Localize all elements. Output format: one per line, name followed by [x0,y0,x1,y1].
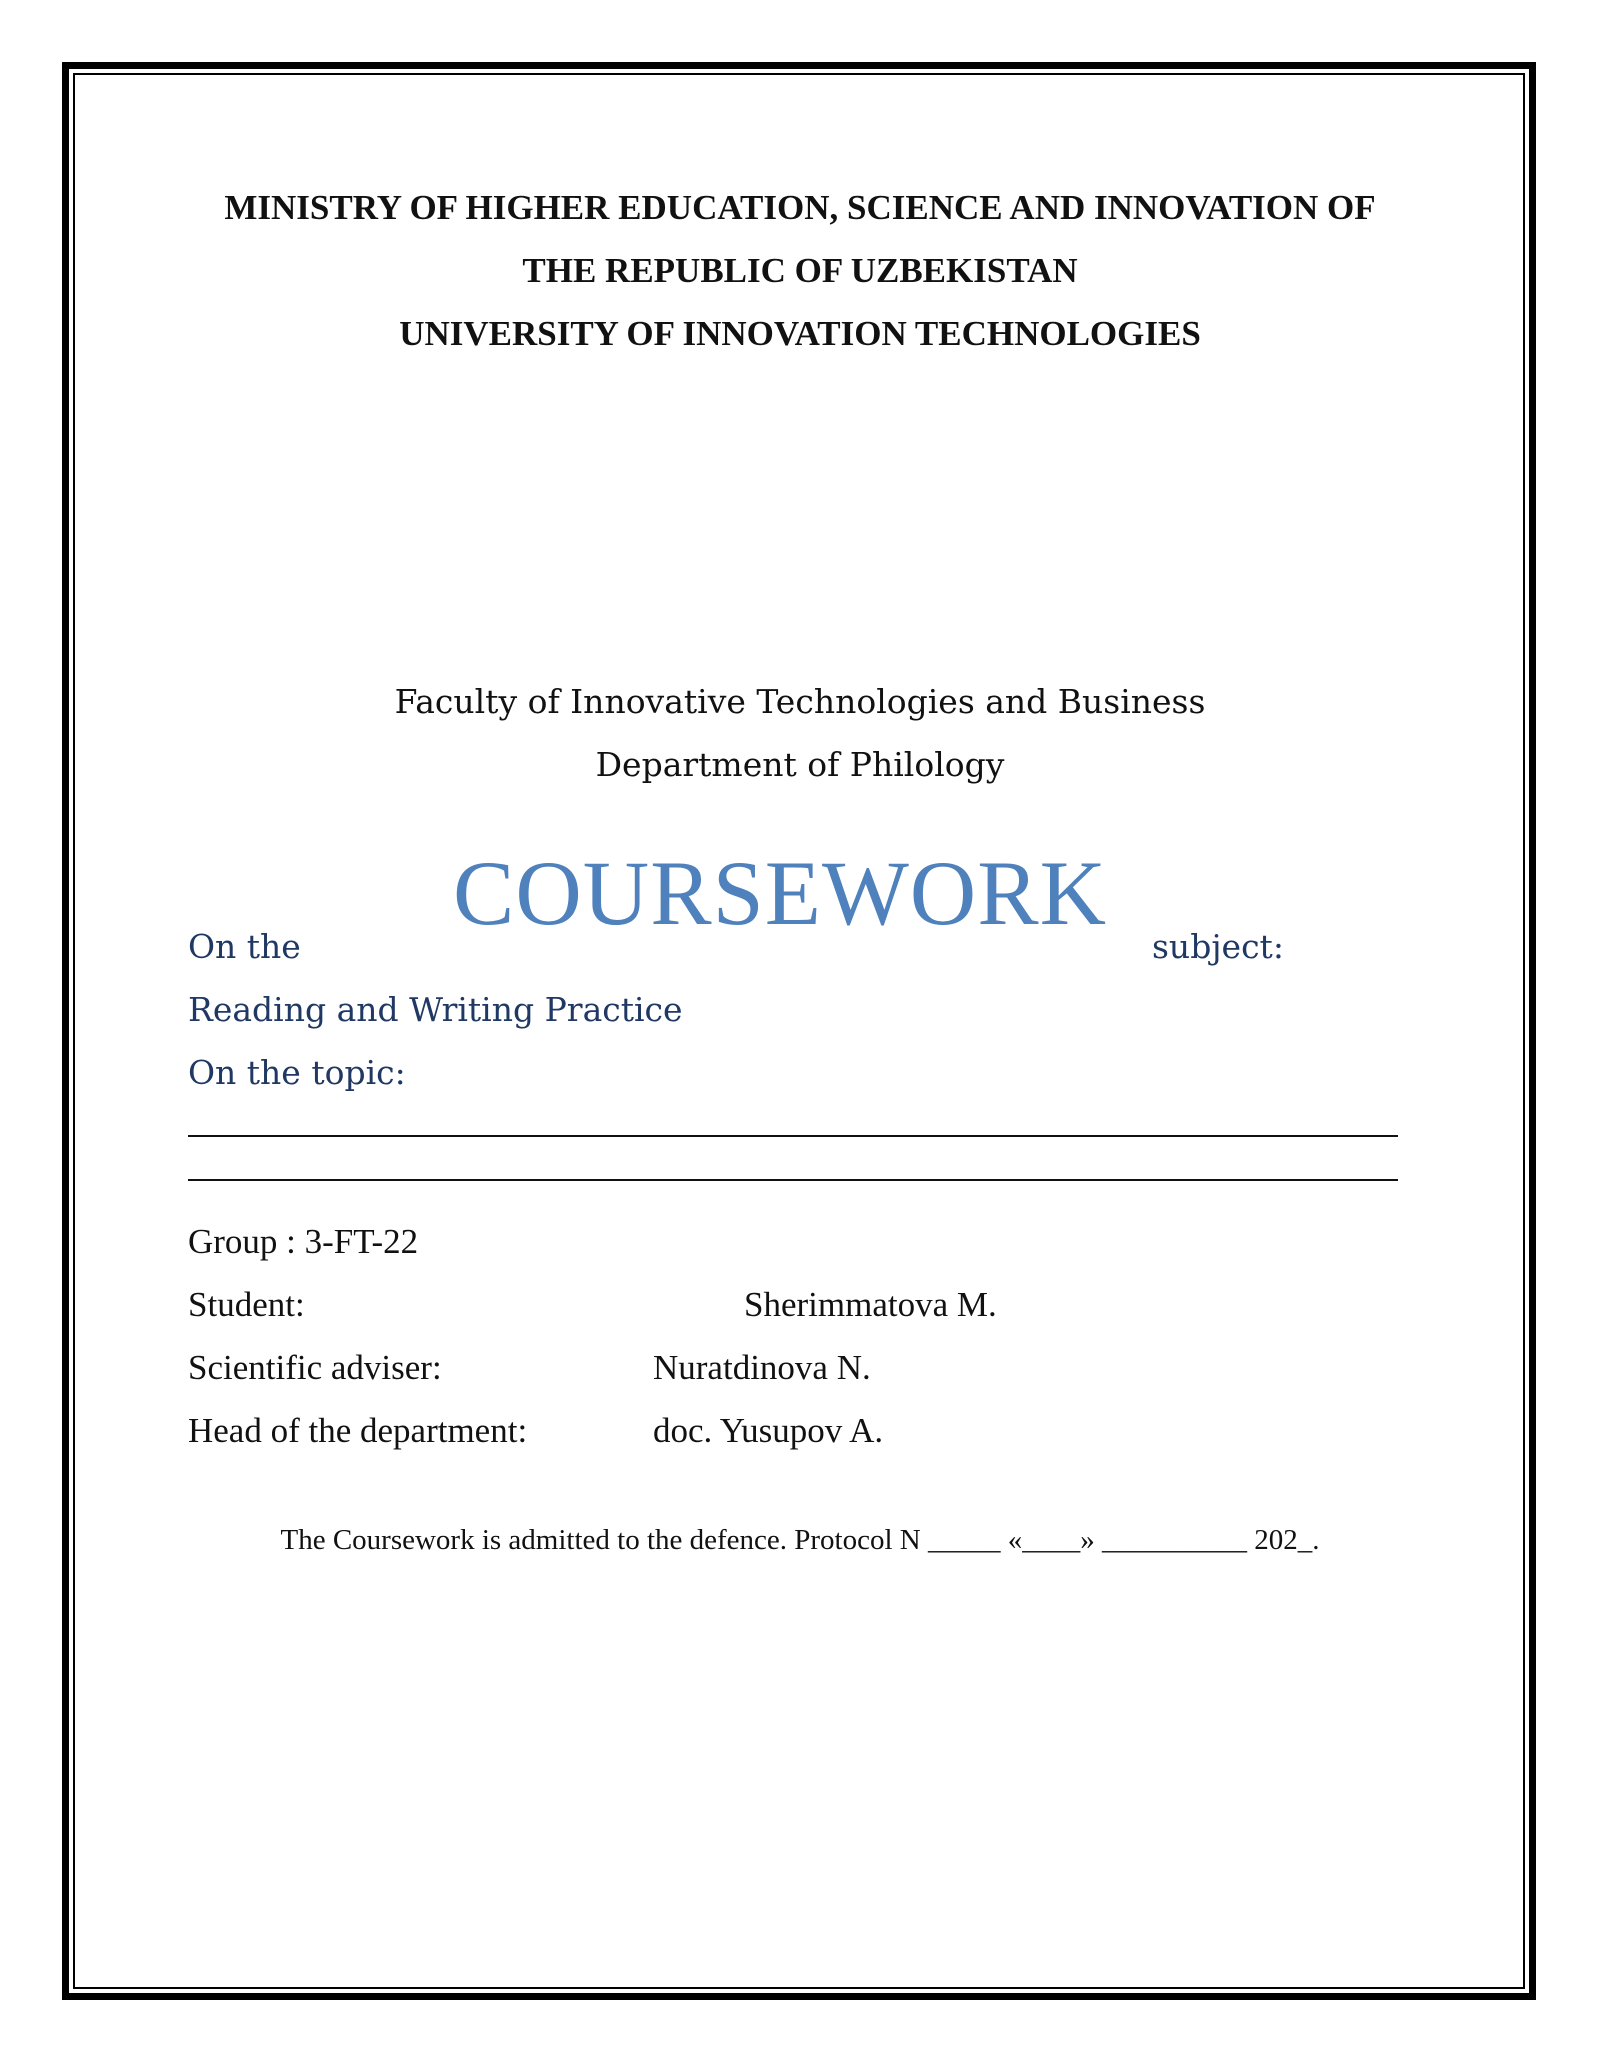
subject-name: Reading and Writing Practice [188,990,683,1029]
university-name: UNIVERSITY OF INNOVATION TECHNOLOGIES [399,314,1201,353]
faculty-name: Faculty of Innovative Technologies and Business [394,682,1206,721]
group-label: Group : 3-FT-22 [188,1222,419,1261]
coursework-title: COURSEWORK [452,842,1108,944]
topic-blank-line-1 [188,1135,1398,1137]
student-name: Sherimmatova M. [744,1285,997,1324]
adviser-label: Scientific adviser: [188,1348,442,1387]
ministry-line-1: MINISTRY OF HIGHER EDUCATION, SCIENCE AND INNOVATION OF [224,188,1376,227]
department-name: Department of Philology [595,745,1005,784]
topic-label: On the topic: [188,1053,406,1092]
student-label: Student: [188,1285,305,1324]
head-name: doc. Yusupov A. [653,1411,884,1450]
topic-blank-line-2 [188,1179,1398,1181]
ministry-line-2: THE REPUBLIC OF UZBEKISTAN [522,251,1078,290]
head-label: Head of the department: [188,1411,528,1450]
on-the-label: On the [188,927,301,966]
protocol-statement: The Coursework is admitted to the defence. Protocol N _____ «____» __________ 202_. [280,1524,1320,1556]
adviser-name: Nuratdinova N. [653,1348,871,1387]
subject-label: subject: [1152,927,1284,966]
